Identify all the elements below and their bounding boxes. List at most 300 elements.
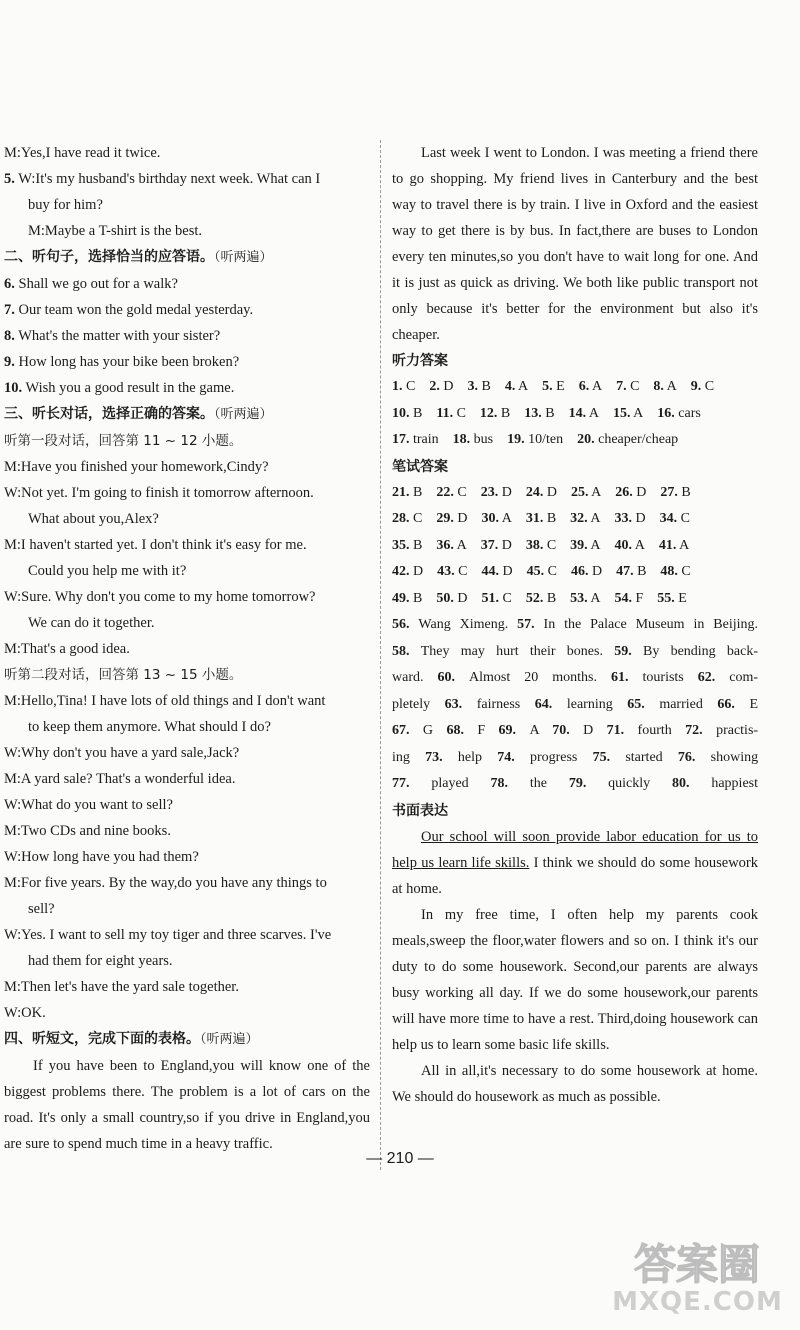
answer-value: By bending back- bbox=[642, 643, 759, 659]
answer-item bbox=[467, 379, 490, 394]
answer-number: 49. bbox=[392, 590, 410, 606]
answer-value: D bbox=[632, 511, 646, 526]
answer-item bbox=[657, 591, 687, 606]
answer-number: 68. bbox=[446, 723, 478, 738]
answer-number: 12. bbox=[479, 405, 498, 421]
answer-number: 63. bbox=[444, 696, 477, 712]
answer-number: 61. bbox=[611, 670, 643, 685]
sentence-6 bbox=[4, 271, 370, 297]
answer-item bbox=[446, 723, 485, 738]
answer-value: com- bbox=[729, 670, 759, 685]
answer-item bbox=[436, 485, 466, 500]
answer-value: E bbox=[552, 379, 565, 394]
sentence-7 bbox=[4, 297, 370, 323]
answer-item bbox=[659, 538, 689, 553]
answer-number: 15. bbox=[612, 405, 631, 421]
answer-number: 32. bbox=[570, 511, 588, 526]
answer-item bbox=[436, 406, 466, 421]
answer-number: 62. bbox=[697, 670, 730, 685]
answer-value: F bbox=[477, 723, 486, 738]
sentence-9 bbox=[4, 349, 370, 375]
question-number: 5. bbox=[4, 171, 15, 187]
answer-value: D bbox=[498, 484, 512, 500]
dialogue-line: M:That's a good idea. bbox=[4, 641, 130, 657]
essay-paragraph bbox=[392, 824, 758, 902]
answer-number: 30. bbox=[481, 511, 499, 526]
answer-value: C bbox=[626, 379, 640, 394]
answer-number: 51. bbox=[481, 590, 499, 606]
answer-item bbox=[660, 511, 690, 526]
answer-number: 69. bbox=[498, 723, 530, 738]
answer-item bbox=[614, 644, 758, 659]
dialogue-line: M:Have you finished your homework,Cindy? bbox=[4, 459, 269, 475]
written-answers-title: 笔试答案 bbox=[392, 458, 448, 475]
answer-value: D bbox=[453, 511, 468, 526]
answer-item bbox=[570, 511, 600, 526]
answer-item bbox=[392, 485, 422, 500]
answer-number: 50. bbox=[436, 590, 454, 606]
answer-value: C bbox=[409, 511, 423, 526]
answer-number: 19. bbox=[507, 432, 525, 447]
dialogue-1 bbox=[4, 454, 370, 662]
heading-text: 二、听句子，选择恰当的应答语。 bbox=[4, 249, 214, 265]
answer-item bbox=[480, 406, 510, 421]
answer-number: 42. bbox=[392, 564, 410, 579]
answer-item bbox=[615, 591, 644, 606]
answer-item bbox=[429, 379, 453, 394]
written-answers bbox=[392, 480, 758, 613]
answer-number: 70. bbox=[552, 723, 584, 738]
listening-passage-continued: Last week I went to London. I was meeting a friend there to go shopping. My friend lives in Canterbury and the best way to travel there is by train. I live in Oxford and the easiest way to get there is by bus. In fact,there are buses to London every ten minutes,so you don't have to wait long for one. And it is just as quick as driving. We both like public transport not only because it's better for the environment but also it's cheaper. bbox=[392, 145, 758, 343]
answer-value: D bbox=[453, 590, 468, 606]
answer-value: B bbox=[477, 379, 491, 394]
answer-item bbox=[579, 379, 602, 394]
answer-value: D bbox=[409, 564, 424, 579]
question-number: 9. bbox=[4, 354, 15, 370]
answer-row bbox=[392, 692, 758, 719]
answer-number: 64. bbox=[534, 696, 567, 712]
answer-item bbox=[481, 538, 512, 553]
answer-item bbox=[481, 485, 512, 500]
answer-number: 4. bbox=[504, 379, 516, 394]
left-column bbox=[4, 140, 370, 1157]
dialogue-line: W:Why don't you have a yard sale,Jack? bbox=[4, 745, 240, 761]
answer-item bbox=[499, 723, 539, 738]
answer-value: A bbox=[589, 379, 603, 394]
answer-item bbox=[392, 591, 422, 606]
answer-value: C bbox=[453, 405, 466, 421]
answer-value: the bbox=[529, 776, 547, 791]
answer-value: A bbox=[630, 405, 644, 421]
answer-value: B bbox=[409, 590, 423, 606]
answer-item bbox=[425, 750, 482, 765]
answer-value: A bbox=[587, 537, 601, 553]
answer-row bbox=[392, 533, 758, 560]
answer-row bbox=[392, 745, 758, 772]
answer-item bbox=[445, 697, 521, 712]
answer-number: 17. bbox=[392, 432, 410, 447]
answer-number: 67. bbox=[392, 723, 423, 738]
answer-value: A bbox=[588, 484, 602, 500]
answer-row bbox=[392, 771, 758, 798]
answer-item bbox=[392, 670, 424, 685]
dialogue-line: W:It's my husband's birthday next week. What can I bbox=[18, 171, 321, 187]
answer-item bbox=[616, 379, 639, 394]
answer-row bbox=[392, 586, 758, 613]
answer-value: C bbox=[543, 537, 557, 553]
answer-row bbox=[392, 665, 758, 692]
answer-item bbox=[698, 670, 758, 685]
answer-value: D bbox=[583, 723, 594, 738]
answer-value: B bbox=[409, 405, 423, 421]
dialogue-line: M:Yes,I have read it twice. bbox=[4, 145, 161, 161]
answer-item bbox=[392, 538, 422, 553]
answer-item bbox=[607, 723, 672, 738]
answer-item bbox=[481, 591, 511, 606]
heading-note: （听两遍） bbox=[214, 407, 273, 422]
answer-item bbox=[392, 432, 439, 447]
dialogue-intro: 听第二段对话，回答第 13 ~ 15 小题。 bbox=[4, 667, 243, 683]
answer-item bbox=[571, 564, 602, 579]
answer-value: They may hurt their bones. bbox=[420, 643, 603, 659]
answer-item bbox=[570, 591, 600, 606]
sentence-text: Wish you a good result in the game. bbox=[25, 380, 235, 396]
dialogue-line: What about you,Alex? bbox=[28, 511, 159, 527]
section-heading bbox=[4, 244, 370, 271]
answer-number: 52. bbox=[525, 590, 544, 606]
answer-number: 58. bbox=[392, 643, 421, 659]
listening-answers-title: 听力答案 bbox=[392, 353, 448, 369]
answer-number: 20. bbox=[577, 432, 595, 447]
answer-item bbox=[613, 406, 643, 421]
answer-value: F bbox=[632, 590, 644, 606]
answer-item bbox=[627, 697, 703, 712]
answer-value: C bbox=[544, 564, 557, 579]
answer-number: 39. bbox=[570, 537, 588, 553]
answer-value: A bbox=[587, 511, 601, 526]
heading-note: （听两遍） bbox=[214, 250, 273, 265]
answer-item bbox=[507, 432, 563, 447]
answer-value: B bbox=[409, 537, 423, 553]
answer-row bbox=[392, 427, 758, 454]
dialogue-line: M:Hello,Tina! I have lots of old things and I don't want bbox=[4, 693, 326, 709]
answer-number: 33. bbox=[614, 511, 632, 526]
answer-number: 73. bbox=[425, 749, 458, 765]
answer-number: 5. bbox=[542, 379, 553, 394]
answer-value: ward. bbox=[392, 670, 424, 685]
answer-item bbox=[505, 379, 528, 394]
answer-value: progress bbox=[529, 749, 578, 765]
dialogue-line: W:OK. bbox=[4, 1005, 46, 1021]
answer-value: B bbox=[543, 511, 557, 526]
answer-value: C bbox=[498, 590, 512, 606]
dialogue-line: W:Yes. I want to sell my toy tiger and three scarves. I've bbox=[4, 927, 332, 943]
answer-value: D bbox=[439, 379, 454, 394]
answer-item bbox=[717, 697, 758, 712]
answer-value: G bbox=[422, 723, 434, 738]
answer-item bbox=[392, 379, 415, 394]
answer-item bbox=[481, 564, 512, 579]
essay-underlined-sentence: Our school will soon provide labor education for us to help us learn life skills. bbox=[392, 828, 758, 871]
answer-item bbox=[517, 617, 758, 632]
answer-item bbox=[616, 564, 646, 579]
answer-item bbox=[526, 538, 556, 553]
answer-value: A bbox=[676, 537, 690, 553]
answer-item bbox=[392, 511, 422, 526]
answer-item bbox=[542, 379, 565, 394]
answer-value: B bbox=[543, 590, 557, 606]
answer-item bbox=[392, 697, 430, 712]
answer-row bbox=[392, 559, 758, 586]
answer-number: 66. bbox=[717, 696, 750, 712]
answer-row bbox=[392, 639, 758, 666]
answer-value: C bbox=[402, 379, 416, 394]
answer-number: 21. bbox=[392, 484, 410, 500]
answer-value: D bbox=[632, 484, 647, 500]
answer-value: started bbox=[625, 749, 663, 765]
answer-value: D bbox=[498, 564, 513, 579]
essay-text: I think we should do some housework at home. bbox=[392, 854, 759, 897]
question-number: 6. bbox=[4, 276, 15, 292]
answer-number: 37. bbox=[480, 537, 499, 553]
answer-value: E bbox=[749, 696, 758, 712]
answer-value: A bbox=[515, 379, 529, 394]
answer-number: 57. bbox=[517, 617, 544, 632]
answer-number: 36. bbox=[436, 537, 454, 553]
answer-value: fourth bbox=[637, 723, 672, 738]
answer-item bbox=[615, 485, 646, 500]
answer-number: 34. bbox=[659, 511, 678, 526]
dialogue-line: M:Then let's have the yard sale together. bbox=[4, 979, 239, 995]
answer-value: C bbox=[677, 564, 691, 579]
answer-item bbox=[436, 591, 467, 606]
dialogue-line: W:Not yet. I'm going to finish it tomorrow afternoon. bbox=[4, 485, 314, 501]
answer-item bbox=[615, 538, 645, 553]
answer-number: 10. bbox=[392, 405, 410, 421]
answer-value: C bbox=[454, 564, 468, 579]
answer-value: cars bbox=[674, 405, 701, 421]
answer-number: 60. bbox=[437, 670, 470, 685]
dialogue-intro: 听第一段对话，回答第 11 ~ 12 小题。 bbox=[4, 433, 243, 449]
essay-paragraph: All in all,it's necessary to do some housework at home. We should do housework as much as possible. bbox=[392, 1062, 758, 1105]
answer-value: D bbox=[543, 484, 557, 500]
answer-number: 65. bbox=[627, 696, 660, 712]
answer-item bbox=[392, 564, 423, 579]
answer-number: 9. bbox=[690, 379, 702, 394]
essay-title: 书面表达 bbox=[392, 802, 448, 819]
answer-number: 31. bbox=[525, 511, 544, 526]
answer-item bbox=[436, 538, 466, 553]
answer-row bbox=[392, 718, 758, 745]
answer-number: 40. bbox=[614, 537, 632, 553]
answer-item bbox=[436, 511, 467, 526]
answer-number: 43. bbox=[437, 564, 455, 579]
answer-value: quickly bbox=[608, 776, 651, 791]
answer-value: In the Palace Museum in Beijing. bbox=[543, 617, 758, 632]
dialogue-line: M:For five years. By the way,do you have any things to bbox=[4, 875, 327, 891]
sentence-8 bbox=[4, 323, 370, 349]
answer-number: 23. bbox=[480, 484, 499, 500]
answer-item bbox=[660, 564, 690, 579]
answer-number: 53. bbox=[570, 590, 588, 606]
question-number: 8. bbox=[4, 328, 15, 344]
listening-passage: If you have been to England,you will know one of the biggest problems there. The problem is a lot of cars on the road. It's only a small country,so if you drive in England,you are sure to spend much time in a heavy traffic. bbox=[4, 1058, 370, 1152]
answer-item bbox=[526, 485, 557, 500]
answer-item bbox=[615, 511, 646, 526]
sentence-10 bbox=[4, 375, 370, 401]
answer-number: 3. bbox=[467, 379, 478, 394]
answer-item bbox=[497, 750, 577, 765]
answer-number: 44. bbox=[481, 564, 499, 579]
answer-value: fairness bbox=[476, 696, 521, 712]
answer-number: 74. bbox=[497, 749, 530, 765]
answer-value: Almost 20 months. bbox=[469, 670, 597, 685]
answer-item bbox=[527, 564, 557, 579]
answer-number: 7. bbox=[616, 379, 627, 394]
answer-number: 1. bbox=[392, 379, 403, 394]
answer-number: 8. bbox=[653, 379, 664, 394]
heading-text: 三、听长对话，选择正确的答案。 bbox=[4, 406, 214, 422]
answer-number: 78. bbox=[490, 776, 530, 791]
answer-number: 24. bbox=[525, 484, 544, 500]
answer-value: played bbox=[431, 776, 469, 791]
answer-item bbox=[657, 406, 701, 421]
answer-item bbox=[526, 511, 556, 526]
answer-item bbox=[611, 670, 684, 685]
answer-item bbox=[569, 406, 599, 421]
question-5 bbox=[4, 166, 370, 192]
answer-number: 26. bbox=[615, 484, 633, 500]
answer-item bbox=[524, 406, 554, 421]
answer-number: 45. bbox=[526, 564, 545, 579]
right-column bbox=[392, 140, 758, 1110]
answer-number: 18. bbox=[452, 432, 471, 447]
answer-value: E bbox=[674, 590, 687, 606]
answer-item bbox=[570, 538, 600, 553]
answer-value: C bbox=[701, 379, 715, 394]
answer-number: 54. bbox=[614, 590, 632, 606]
dialogue-line: M:Two CDs and nine books. bbox=[4, 823, 171, 839]
answer-item bbox=[691, 379, 714, 394]
answer-item bbox=[437, 564, 467, 579]
watermark bbox=[600, 1235, 795, 1325]
watermark-url: MXQE.COM bbox=[612, 1287, 783, 1317]
page-number: — 210 — bbox=[366, 1150, 434, 1167]
answer-item bbox=[392, 750, 410, 765]
answer-number: 48. bbox=[660, 564, 678, 579]
answer-number: 14. bbox=[568, 405, 587, 421]
answer-value: learning bbox=[566, 696, 613, 712]
sentence-text: What's the matter with your sister? bbox=[18, 328, 221, 344]
dialogue-line: W:What do you want to sell? bbox=[4, 797, 173, 813]
answer-number: 77. bbox=[392, 776, 432, 791]
answer-value: A bbox=[453, 537, 467, 553]
answer-number: 27. bbox=[660, 484, 678, 500]
dialogue-line: W:Sure. Why don't you come to my home tomorrow? bbox=[4, 589, 316, 605]
answer-number: 35. bbox=[392, 537, 410, 553]
answer-number: 59. bbox=[614, 643, 643, 659]
dialogue-line: M:A yard sale? That's a wonderful idea. bbox=[4, 771, 236, 787]
answer-value: A bbox=[498, 511, 512, 526]
dialogue-line: to keep them anymore. What should I do? bbox=[28, 719, 271, 735]
dialogue-2 bbox=[4, 688, 370, 1026]
answer-row bbox=[392, 612, 758, 639]
answer-number: 46. bbox=[570, 564, 589, 579]
answer-number: 16. bbox=[657, 405, 675, 421]
question-number: 7. bbox=[4, 302, 15, 318]
answer-value: pletely bbox=[392, 696, 431, 712]
answer-row bbox=[392, 401, 758, 428]
answer-item bbox=[660, 485, 690, 500]
answer-number: 6. bbox=[578, 379, 590, 394]
column-divider bbox=[380, 140, 381, 1170]
answer-value: ing bbox=[392, 749, 410, 765]
answer-value: practis- bbox=[716, 723, 759, 738]
answer-row bbox=[392, 480, 758, 507]
essay-paragraph: In my free time, I often help my parents cook meals,sweep the floor,water flowers and so on. I think it's our duty to do some housework. Second,our parents are always busy working all day. If we do some housework,our parents will have more time to have a rest. Third,doing housework can help us to learn some basic life skills. bbox=[392, 906, 758, 1053]
answer-number: 22. bbox=[436, 484, 454, 500]
answer-item bbox=[672, 776, 758, 791]
answer-value: B bbox=[409, 484, 423, 500]
answer-item bbox=[552, 723, 593, 738]
answer-value: bus bbox=[470, 432, 494, 447]
dialogue-line: Could you help me with it? bbox=[28, 563, 187, 579]
heading-text: 四、听短文，完成下面的表格。 bbox=[4, 1031, 200, 1047]
answer-item bbox=[392, 644, 603, 659]
answer-item bbox=[526, 591, 556, 606]
answer-number: 41. bbox=[658, 537, 677, 553]
answer-number: 76. bbox=[677, 749, 711, 765]
answer-item bbox=[569, 776, 650, 791]
answer-item bbox=[593, 750, 663, 765]
dialogue-line: had them for eight years. bbox=[28, 953, 173, 969]
answer-value: train bbox=[409, 432, 439, 447]
answer-item bbox=[392, 776, 469, 791]
answer-number: 56. bbox=[392, 617, 419, 632]
dialogue-line: W:How long have you had them? bbox=[4, 849, 199, 865]
answer-number: 2. bbox=[429, 379, 440, 394]
answer-item bbox=[577, 432, 678, 447]
watermark-logo-text: 答案圈 bbox=[633, 1240, 761, 1289]
answer-item bbox=[453, 432, 493, 447]
fill-in-answers bbox=[392, 612, 758, 798]
answer-value: A bbox=[529, 723, 539, 738]
answer-item bbox=[535, 697, 613, 712]
answer-value: happiest bbox=[711, 776, 758, 791]
answer-item bbox=[491, 776, 547, 791]
answer-row bbox=[392, 374, 758, 401]
answer-value: A bbox=[587, 590, 601, 606]
answer-value: A bbox=[663, 379, 677, 394]
section-heading bbox=[4, 1026, 370, 1053]
answer-value: B bbox=[633, 564, 647, 579]
answer-value: B bbox=[677, 484, 691, 500]
answer-number: 13. bbox=[524, 405, 542, 421]
answer-number: 55. bbox=[657, 590, 675, 606]
answer-value: B bbox=[541, 405, 555, 421]
answer-item bbox=[678, 750, 758, 765]
dialogue-line: We can do it together. bbox=[28, 615, 155, 631]
answer-item bbox=[571, 485, 601, 500]
answer-item bbox=[685, 723, 758, 738]
dialogue-line: M:I haven't started yet. I don't think it's easy for me. bbox=[4, 537, 307, 553]
answer-value: 10/ten bbox=[524, 432, 564, 447]
listening-answers bbox=[392, 374, 758, 454]
answer-number: 11. bbox=[436, 405, 454, 421]
answer-value: D bbox=[588, 564, 603, 579]
answer-value: married bbox=[659, 696, 703, 712]
sentence-text: How long has your bike been broken? bbox=[18, 354, 240, 370]
